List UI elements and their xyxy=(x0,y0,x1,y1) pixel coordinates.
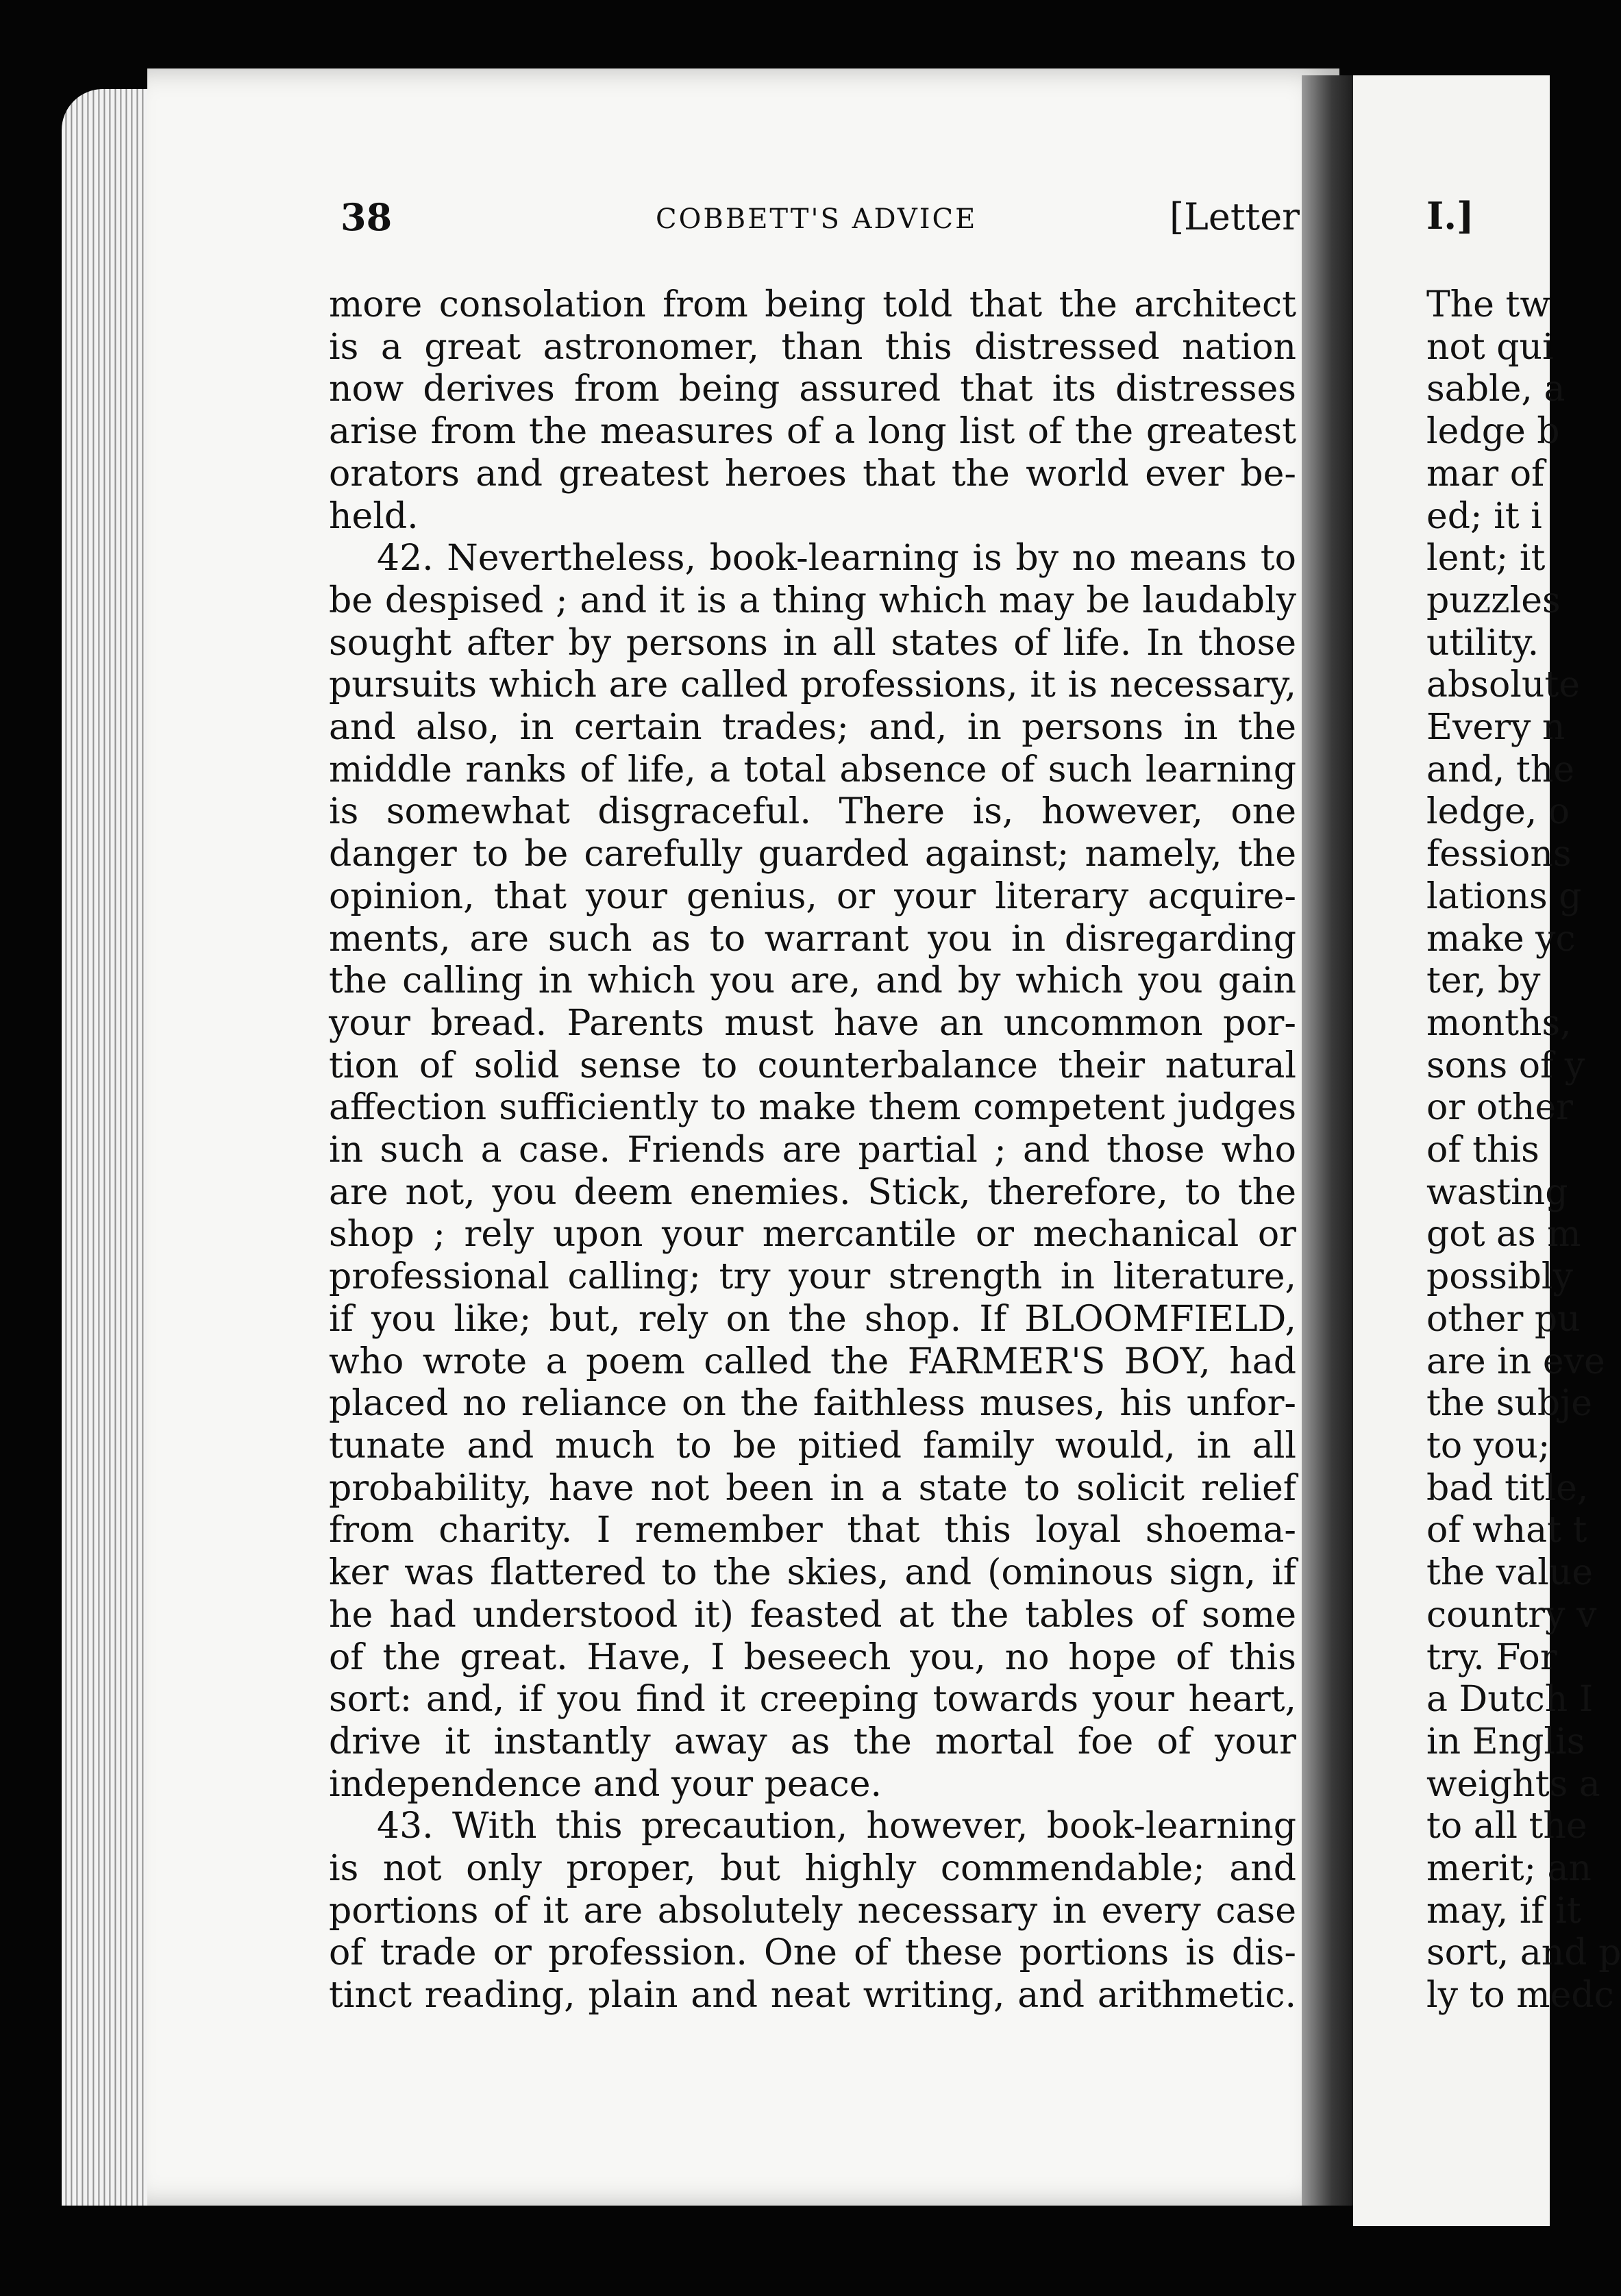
right-text-line: puzzles xyxy=(1426,579,1561,621)
text-line: ker was flattered to the skies, and (ominous sign, if xyxy=(329,1552,1296,1594)
right-text-line: ledge b xyxy=(1426,411,1560,453)
text-line: and also, in certain trades; and, in persons in the xyxy=(329,707,1296,749)
text-line: is not only proper, but highly commendable; and xyxy=(329,1848,1296,1890)
right-text-line: other pu xyxy=(1426,1298,1581,1340)
right-text-line: ed; it i xyxy=(1426,495,1542,537)
text-line: the calling in which you are, and by which you gain xyxy=(329,960,1296,1002)
text-line: of the great. Have, I beseech you, no hope of this xyxy=(329,1636,1296,1678)
right-text-line: not qui xyxy=(1426,326,1554,368)
text-line: he had understood it) feasted at the tables of some xyxy=(329,1594,1296,1636)
text-line: tunate and much to be pitied family would, in all xyxy=(329,1425,1296,1467)
right-text-line: sons of y xyxy=(1426,1045,1585,1086)
right-text-line: may, if it xyxy=(1426,1890,1581,1932)
text-line: orators and greatest heroes that the world ever be- xyxy=(329,453,1296,495)
right-text-line: a Dutch I xyxy=(1426,1679,1594,1721)
text-line: 42. Nevertheless, book-learning is by no means to xyxy=(377,538,1296,579)
text-line: held. xyxy=(329,495,419,537)
text-line: placed no reliance on the faithless muses, his unfor- xyxy=(329,1383,1296,1425)
right-text-line: fessions xyxy=(1426,834,1572,875)
right-text-line: of this xyxy=(1426,1130,1539,1171)
right-text-line: to all the xyxy=(1426,1806,1587,1847)
text-line: who wrote a poem called the FARMER'S BOY, had xyxy=(329,1340,1296,1382)
right-text-line: Every n xyxy=(1426,707,1566,749)
text-line: middle ranks of life, a total absence of such learning xyxy=(329,749,1296,790)
right-text-line: the subje xyxy=(1426,1383,1593,1425)
right-text-line: ledge, o xyxy=(1426,791,1570,833)
right-text-line: to you; xyxy=(1426,1425,1550,1467)
right-text-line: merit; an xyxy=(1426,1848,1592,1890)
text-line: shop ; rely upon your mercantile or mechanical or xyxy=(329,1214,1296,1256)
right-text-line: The tw xyxy=(1426,284,1550,325)
text-line: your bread. Parents must have an uncommon por- xyxy=(329,1002,1296,1044)
text-line: 43. With this precaution, however, book-learning xyxy=(377,1806,1296,1847)
text-line: is a great astronomer, than this distressed nation xyxy=(329,326,1296,368)
right-page-header: I.] xyxy=(1426,194,1474,238)
right-text-line: utility. xyxy=(1426,622,1539,664)
section-mark: [Letter xyxy=(1169,195,1300,238)
right-text-line: and, the xyxy=(1426,749,1574,790)
right-text-line: or other xyxy=(1426,1087,1574,1129)
paragraph-42 xyxy=(329,538,1296,1806)
right-page-text xyxy=(1426,194,1621,2017)
right-text-line: got as m xyxy=(1426,1214,1581,1256)
text-line: be despised ; and it is a thing which may be laudably xyxy=(329,579,1296,621)
right-text-line: lations g xyxy=(1426,875,1582,917)
text-line: tinct reading, plain and neat writing, and arithmetic. xyxy=(329,1975,1296,2017)
right-text-line: bad title, xyxy=(1426,1467,1589,1509)
right-text-line: months, xyxy=(1426,1002,1572,1044)
text-line: independence and your peace. xyxy=(329,1763,882,1805)
right-text-line: the value xyxy=(1426,1552,1593,1594)
right-text-line: ly to medc xyxy=(1426,1975,1614,2017)
text-line: are not, you deem enemies. Stick, therefore, to the xyxy=(329,1171,1296,1213)
page-header xyxy=(341,195,1300,250)
right-text-line: mar of xyxy=(1426,453,1545,495)
text-line: danger to be carefully guarded against; namely, the xyxy=(329,834,1296,875)
text-line: arise from the measures of a long list of the greatest xyxy=(329,411,1296,453)
text-line: portions of it are absolutely necessary in every case xyxy=(329,1890,1296,1932)
text-line: from charity. I remember that this loyal shoema- xyxy=(329,1510,1296,1551)
right-text-line: weights a xyxy=(1426,1763,1600,1805)
right-text-line: are in eve xyxy=(1426,1340,1605,1382)
text-line: drive it instantly away as the mortal foe of your xyxy=(329,1721,1296,1762)
right-text-line: lent; it xyxy=(1426,538,1546,579)
right-text-line: ter, by xyxy=(1426,960,1541,1002)
text-line: affection sufficiently to make them competent judges xyxy=(329,1087,1296,1129)
right-text-line: country v xyxy=(1426,1594,1597,1636)
body-text xyxy=(329,284,1296,2017)
right-text-line: in Englis xyxy=(1426,1721,1585,1762)
right-text-line: sable, a xyxy=(1426,369,1566,410)
text-line: in such a case. Friends are partial ; and those who xyxy=(329,1130,1296,1171)
text-line: of trade or profession. One of these portions is dis- xyxy=(329,1932,1296,1974)
text-line: now derives from being assured that its distresses xyxy=(329,369,1296,410)
text-line: opinion, that your genius, or your literary acquire- xyxy=(329,875,1296,917)
book-gutter xyxy=(1302,75,1357,2206)
text-line: pursuits which are called professions, it is necessary, xyxy=(329,664,1296,706)
page-number: 38 xyxy=(341,195,393,239)
text-line: tion of solid sense to counterbalance their natural xyxy=(329,1045,1296,1086)
text-line: ments, are such as to warrant you in disregarding xyxy=(329,918,1296,960)
right-text-line: wasting xyxy=(1426,1171,1568,1213)
text-line: sought after by persons in all states of life. In those xyxy=(329,622,1296,664)
text-line: professional calling; try your strength in literature, xyxy=(329,1256,1296,1298)
right-text-line: of what t xyxy=(1426,1510,1587,1551)
right-text-line: make yc xyxy=(1426,918,1576,960)
text-line: is somewhat disgraceful. There is, however, one xyxy=(329,791,1296,833)
right-text-line: try. For xyxy=(1426,1636,1557,1678)
right-text-line: absolute xyxy=(1426,664,1581,706)
paragraph-43 xyxy=(329,1806,1296,2017)
right-text-line: possibly xyxy=(1426,1256,1573,1298)
paragraph-41-continued xyxy=(329,284,1296,538)
right-text-line: sort, and p xyxy=(1426,1932,1621,1974)
text-line: more consolation from being told that the architect xyxy=(329,284,1296,325)
text-line: if you like; but, rely on the shop. If BLOOMFIELD, xyxy=(329,1298,1296,1340)
text-line: sort: and, if you find it creeping towards your heart, xyxy=(329,1679,1296,1721)
running-title: COBBETT'S ADVICE xyxy=(656,203,978,235)
text-line: probability, have not been in a state to solicit relief xyxy=(329,1467,1296,1509)
